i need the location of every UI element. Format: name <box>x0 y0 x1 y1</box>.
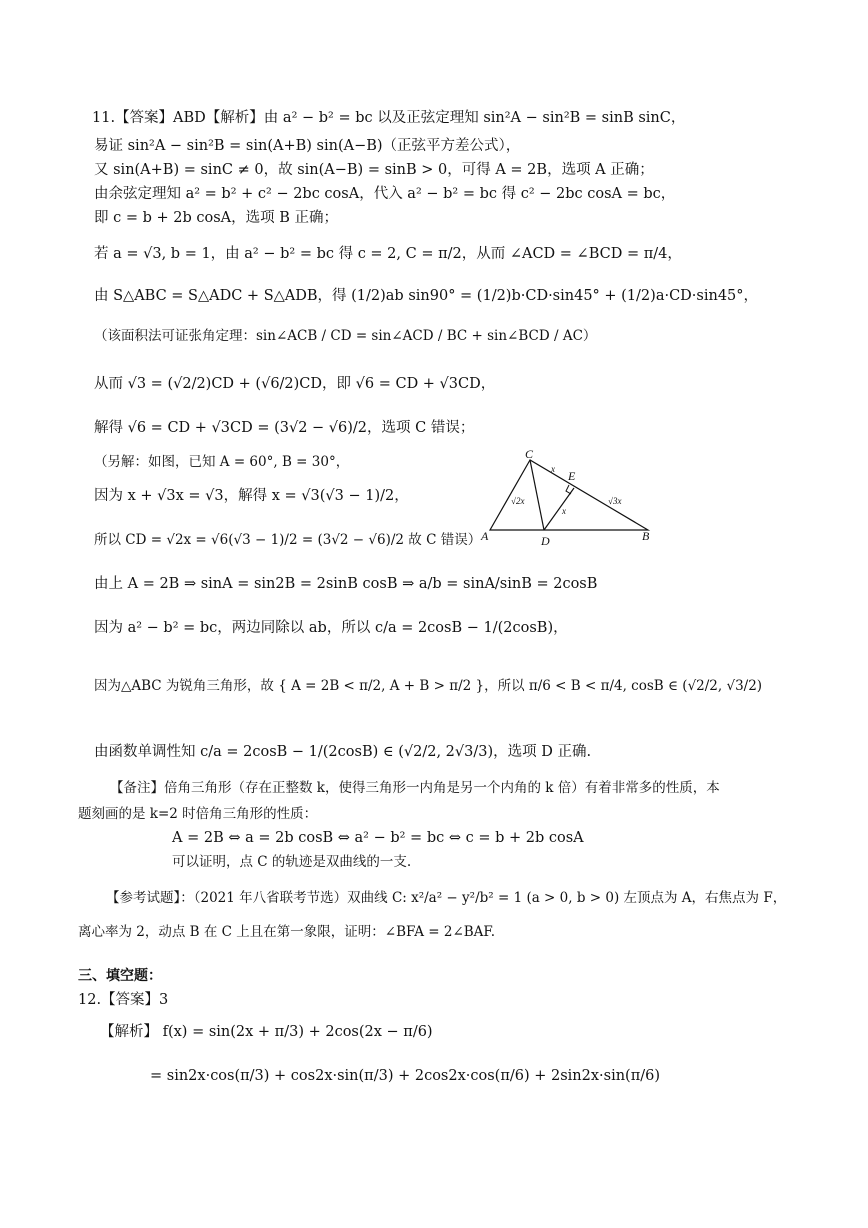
triangle-figure <box>478 448 668 548</box>
line-locus: 可以证明，点 C 的轨迹是双曲线的一支. <box>172 854 412 870</box>
section-heading: 三、填空题： <box>78 968 162 984</box>
line-acute: 因为△ABC 为锐角三角形，故 { A = 2B < π/2, A + B > π/2 }，所以 π/6 < B < π/4, cosB ∈ (√2/2, √3/2) <box>94 678 763 694</box>
line-angle-theorem: （该面积法可证张角定理：sin∠ACB / CD = sin∠ACD / BC + sin∠BCD / AC） <box>94 328 597 344</box>
label-eb: √3x <box>608 496 622 506</box>
segment-cd <box>530 460 544 530</box>
line-ratio: 由上 A = 2B ⇒ sinA = sin2B = 2sinB cosB ⇒ a/b = sinA/sinB = 2cosB <box>94 576 598 592</box>
line-option-a: 又 sin(A+B) = sinC ≠ 0，故 sin(A−B) = sinB > 0，可得 A = 2B，选项 A 正确； <box>94 162 654 178</box>
line-cd-equation: 从而 √3 = (√2/2)CD + (√6/2)CD，即 √6 = CD + √3CD， <box>94 376 496 392</box>
line-solve-x: 因为 x + √3x = √3，解得 x = √3(√3 − 1)/2， <box>94 488 409 504</box>
line-alt-solution: （另解：如图，已知 A = 60°, B = 30°， <box>94 454 350 470</box>
line-option-b: 即 c = b + 2b cosA，选项 B 正确； <box>94 210 339 226</box>
line-special-case: 若 a = √3, b = 1，由 a² − b² = bc 得 c = 2, C = π/2，从而 ∠ACD = ∠BCD = π/4， <box>94 246 682 262</box>
line-identity: 易证 sin²A − sin²B = sin(A+B) sin(A−B)（正弦平方差公式）， <box>94 138 521 154</box>
label-ce: x <box>551 464 555 474</box>
line-cosine-law: 由余弦定理知 a² = b² + c² − 2bc cosA，代入 a² − b² = bc 得 c² − 2bc cosA = bc， <box>94 186 676 202</box>
line-option-c: 解得 √6 = CD + √3CD = (3√2 − √6)/2，选项 C 错误； <box>94 420 475 436</box>
label-e: E <box>568 469 576 483</box>
line-reference: 【参考试题】：（2021 年八省联考节选）双曲线 C: x²/a² − y²/b² = 1 (a > 0, b > 0) 左顶点为 A，右焦点为 F， <box>106 890 787 906</box>
label-a: A <box>481 529 489 543</box>
segment-de <box>544 488 574 530</box>
line-equivalences: A = 2B ⇔ a = 2b cosB ⇔ a² − b² = bc ⇔ c = b + 2b cosA <box>172 830 584 846</box>
line-reference-2: 离心率为 2，动点 B 在 C 上且在第一象限，证明：∠BFA = 2∠BAF. <box>78 924 495 940</box>
line-remark-2: 题刻画的是 k=2 时倍角三角形的性质： <box>78 806 318 822</box>
line-option-d: 由函数单调性知 c/a = 2cosB − 1/(2cosB) ∈ (√2/2, 2√3/3)，选项 D 正确. <box>94 744 592 760</box>
label-d: D <box>541 534 550 548</box>
line-11-answer: 11.【答案】ABD【解析】由 a² − b² = bc 以及正弦定理知 sin²A − sin²B = sinB sinC， <box>92 110 686 126</box>
label-c: C <box>525 448 534 461</box>
label-de: x <box>562 506 566 516</box>
line-12-analysis: 【解析】 f(x) = sin(2x + π/3) + 2cos(2x − π/6) <box>100 1024 433 1040</box>
label-b: B <box>642 529 650 543</box>
line-c-over-a: 因为 a² − b² = bc，两边同除以 ab，所以 c/a = 2cosB − 1/(2cosB)， <box>94 620 568 636</box>
label-ad: √2x <box>511 496 525 506</box>
line-12-expand: = sin2x·cos(π/3) + cos2x·sin(π/3) + 2cos2x·cos(π/6) + 2sin2x·sin(π/6) <box>150 1068 661 1084</box>
line-cd-result: 所以 CD = √2x = √6(√3 − 1)/2 = (3√2 − √6)/2 故 C 错误） <box>94 532 482 548</box>
line-remark: 【备注】倍角三角形（存在正整数 k，使得三角形一内角是另一个内角的 k 倍）有着非常多的性质，本 <box>110 780 720 796</box>
line-12-answer: 12.【答案】3 <box>78 992 169 1008</box>
line-area: 由 S△ABC = S△ADC + S△ADB，得 (1/2)ab sin90° = (1/2)b·CD·sin45° + (1/2)a·CD·sin45°， <box>94 288 759 304</box>
